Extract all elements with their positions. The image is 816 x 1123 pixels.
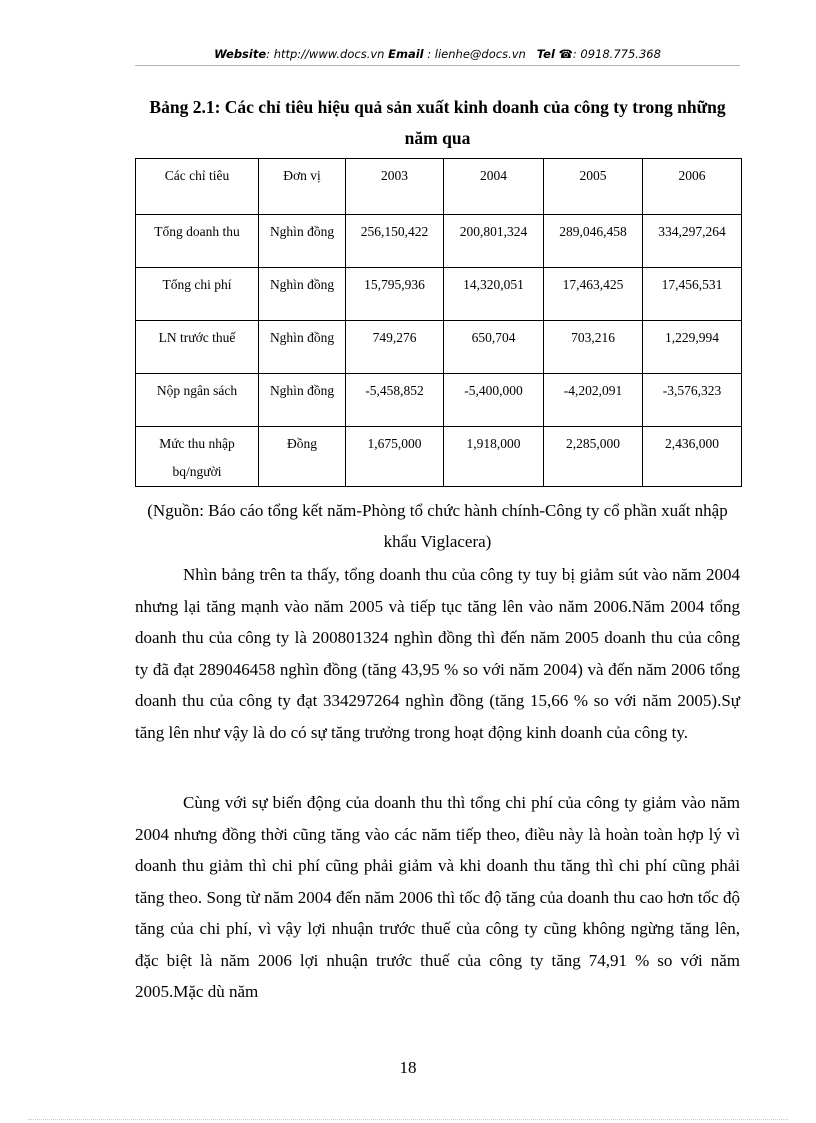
page-divider [28, 1119, 788, 1120]
table-cell: -5,400,000 [444, 374, 544, 427]
row-unit: Nghìn đồng [259, 321, 346, 374]
telephone-icon: ☎ [558, 47, 573, 61]
table-cell: 1,229,994 [643, 321, 742, 374]
row-label: Mức thu nhập bq/người [136, 427, 259, 487]
table-cell: 749,276 [346, 321, 444, 374]
table-cell: 2,436,000 [643, 427, 742, 487]
tel-label: Tel [536, 47, 555, 61]
header-cell-2005: 2005 [544, 159, 643, 215]
row-label: LN trước thuế [136, 321, 259, 374]
indicators-table [135, 158, 742, 487]
table-cell: 200,801,324 [444, 215, 544, 268]
table-cell: 15,795,936 [346, 268, 444, 321]
table-row [136, 268, 742, 321]
table-row [136, 427, 742, 487]
header-cell-2006: 2006 [643, 159, 742, 215]
table-cell: 334,297,264 [643, 215, 742, 268]
page-header [135, 47, 740, 66]
table-title: Bảng 2.1: Các chỉ tiêu hiệu quả sản xuất kinh doanh của công ty trong những năm qua [149, 97, 726, 148]
page-number: 18 [399, 1058, 417, 1077]
row-label: Tổng chi phí [136, 268, 259, 321]
header-cell-indicator: Các chỉ tiêu [136, 159, 259, 215]
table-cell: 17,463,425 [544, 268, 643, 321]
row-label: Nộp ngân sách [136, 374, 259, 427]
row-unit: Nghìn đồng [259, 268, 346, 321]
email-sep: : [423, 47, 435, 61]
header-cell-2003: 2003 [346, 159, 444, 215]
table-cell: 289,046,458 [544, 215, 643, 268]
table-row [136, 215, 742, 268]
table-cell: 256,150,422 [346, 215, 444, 268]
body-paragraph: Cùng với sự biến động của doanh thu thì tổng chi phí của công ty giảm vào năm 2004 nhưng đồng thời cũng tăng vào các năm tiếp theo, điều này là hoàn toàn hợp lý vì doanh thu giảm thì chi phí cũng phải giảm và khi doanh thu tăng thì chi phí cũng phải tăng theo. Song từ năm 2004 đến năm 2006 thì tốc độ tăng của doanh thu cao hơn tốc độ tăng của chi phí, vì vậy lợi nhuận trước thuế của công ty cũng không ngừng tăng lên, đặc biệt là năm 2006 lợi nhuận trước thuế của công ty tăng 74,91 % so với năm 2005.Mặc dù năm [135, 793, 740, 1001]
table-header-row [136, 159, 742, 215]
table-cell: -3,576,323 [643, 374, 742, 427]
email-label: Email [388, 47, 424, 61]
table-cell: 17,456,531 [643, 268, 742, 321]
table-cell: 1,918,000 [444, 427, 544, 487]
table-cell: 650,704 [444, 321, 544, 374]
row-unit: Nghìn đồng [259, 374, 346, 427]
table-cell: 703,216 [544, 321, 643, 374]
tel-value: : 0918.775.368 [572, 47, 661, 61]
row-unit: Nghìn đồng [259, 215, 346, 268]
header-cell-2004: 2004 [444, 159, 544, 215]
website-sep: : [266, 47, 274, 61]
website-url[interactable]: http://www.docs.vn [273, 47, 385, 61]
table-cell: 1,675,000 [346, 427, 444, 487]
table-cell: 2,285,000 [544, 427, 643, 487]
table-cell: -4,202,091 [544, 374, 643, 427]
body-paragraph: Nhìn bảng trên ta thấy, tổng doanh thu của công ty tuy bị giảm sút vào năm 2004 nhưng lại tăng mạnh vào năm 2005 và tiếp tục tăng lên vào năm 2006.Năm 2004 tổng doanh thu của công ty là 200801324 nghìn đồng thì đến năm 2005 doanh thu của công ty đã đạt 289046458 nghìn đồng (tăng 43,95 % so với năm 2004) và đến năm 2006 tổng doanh thu của công ty đạt 334297264 nghìn đồng (tăng 15,66 % so với năm 2005).Sự tăng lên như vậy là do có sự tăng trưởng trong hoạt động kinh doanh của công ty. [135, 565, 740, 742]
table-row [136, 321, 742, 374]
website-label: Website [214, 47, 267, 61]
header-cell-unit: Đơn vị [259, 159, 346, 215]
row-unit: Đồng [259, 427, 346, 487]
table-cell: -5,458,852 [346, 374, 444, 427]
row-label: Tổng doanh thu [136, 215, 259, 268]
table-cell: 14,320,051 [444, 268, 544, 321]
email-value[interactable]: lienhe@docs.vn [434, 47, 526, 61]
table-source-note: (Nguồn: Báo cáo tổng kết năm-Phòng tổ chức hành chính-Công ty cổ phần xuất nhập khẩu Viglacera) [147, 501, 728, 551]
table-row [136, 374, 742, 427]
